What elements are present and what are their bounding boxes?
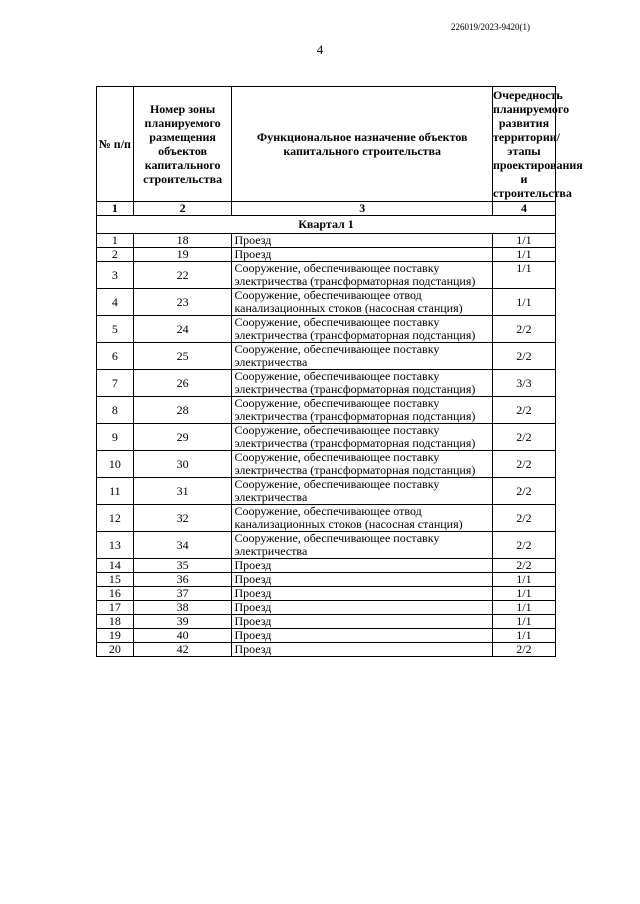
row-number: 3 [97, 262, 134, 289]
purpose-text: Проезд [232, 248, 492, 262]
stage-value: 3/3 [492, 370, 555, 397]
zone-number: 42 [133, 643, 232, 657]
table-row [97, 248, 556, 262]
purpose-text: Проезд [232, 234, 492, 248]
zone-number: 37 [133, 587, 232, 601]
table-row [97, 478, 556, 505]
purpose-text: Сооружение, обеспечивающее поставку электричества (трансформаторная подстанция) [232, 370, 492, 397]
stage-value: 1/1 [492, 601, 555, 615]
zone-number: 28 [133, 397, 232, 424]
row-number: 11 [97, 478, 134, 505]
purpose-text: Проезд [232, 587, 492, 601]
column-header-zone: Номер зоны планируемого размещения объектов капитального строительства [133, 87, 232, 202]
purpose-text: Сооружение, обеспечивающее поставку электричества (трансформаторная подстанция) [232, 424, 492, 451]
purpose-text: Проезд [232, 601, 492, 615]
section-row [97, 216, 556, 234]
zone-number: 36 [133, 573, 232, 587]
zone-number: 39 [133, 615, 232, 629]
stage-value: 1/1 [492, 262, 555, 289]
row-number: 15 [97, 573, 134, 587]
row-number: 16 [97, 587, 134, 601]
stage-value: 2/2 [492, 559, 555, 573]
column-header-number: № п/п [97, 87, 134, 202]
table-row [97, 587, 556, 601]
row-number: 13 [97, 532, 134, 559]
stage-value: 1/1 [492, 615, 555, 629]
stage-value: 1/1 [492, 289, 555, 316]
table-row [97, 615, 556, 629]
table-row [97, 601, 556, 615]
zone-number: 18 [133, 234, 232, 248]
row-number: 1 [97, 234, 134, 248]
table-row [97, 505, 556, 532]
table-row [97, 397, 556, 424]
table-row [97, 573, 556, 587]
purpose-text: Сооружение, обеспечивающее поставку электричества (трансформаторная подстанция) [232, 316, 492, 343]
row-number: 8 [97, 397, 134, 424]
document-number: 226019/2023-9420(1) [451, 22, 530, 32]
row-number: 4 [97, 289, 134, 316]
purpose-text: Сооружение, обеспечивающее поставку электричества (трансформаторная подстанция) [232, 451, 492, 478]
column-number: 4 [492, 202, 555, 216]
stage-value: 2/2 [492, 643, 555, 657]
zone-number: 34 [133, 532, 232, 559]
stage-value: 2/2 [492, 478, 555, 505]
column-number: 3 [232, 202, 492, 216]
table-row [97, 532, 556, 559]
table-row [97, 370, 556, 397]
table-row [97, 316, 556, 343]
stage-value: 2/2 [492, 343, 555, 370]
purpose-text: Сооружение, обеспечивающее поставку электричества [232, 532, 492, 559]
purpose-text: Сооружение, обеспечивающее поставку электричества [232, 478, 492, 505]
stage-value: 1/1 [492, 234, 555, 248]
purpose-text: Проезд [232, 573, 492, 587]
purpose-text: Сооружение, обеспечивающее поставку электричества (трансформаторная подстанция) [232, 262, 492, 289]
zone-number: 38 [133, 601, 232, 615]
table-header-row [97, 87, 556, 202]
table-row [97, 559, 556, 573]
table-row [97, 262, 556, 289]
zones-table [96, 86, 583, 657]
row-number: 10 [97, 451, 134, 478]
stage-value: 2/2 [492, 424, 555, 451]
purpose-text: Сооружение, обеспечивающее отвод канализационных стоков (насосная станция) [232, 289, 492, 316]
zone-number: 40 [133, 629, 232, 643]
row-number: 6 [97, 343, 134, 370]
purpose-text: Сооружение, обеспечивающее поставку электричества (трансформаторная подстанция) [232, 397, 492, 424]
purpose-text: Сооружение, обеспечивающее поставку электричества [232, 343, 492, 370]
stage-value: 1/1 [492, 248, 555, 262]
column-number: 2 [133, 202, 232, 216]
zone-number: 22 [133, 262, 232, 289]
table-row [97, 643, 556, 657]
row-number: 19 [97, 629, 134, 643]
row-number: 18 [97, 615, 134, 629]
column-number: 1 [97, 202, 134, 216]
row-number: 5 [97, 316, 134, 343]
stage-value: 2/2 [492, 397, 555, 424]
row-number: 20 [97, 643, 134, 657]
zone-number: 25 [133, 343, 232, 370]
zone-number: 32 [133, 505, 232, 532]
zone-number: 26 [133, 370, 232, 397]
stage-value: 1/1 [492, 587, 555, 601]
row-number: 17 [97, 601, 134, 615]
table-row [97, 451, 556, 478]
stage-value: 1/1 [492, 573, 555, 587]
purpose-text: Проезд [232, 629, 492, 643]
stage-value: 2/2 [492, 451, 555, 478]
stage-value: 2/2 [492, 316, 555, 343]
page-number: 4 [316, 42, 324, 57]
table-row [97, 289, 556, 316]
stage-value: 2/2 [492, 505, 555, 532]
row-number: 7 [97, 370, 134, 397]
column-numbers-row [97, 202, 556, 216]
column-header-stage: Очередность планируемого развития территории/ этапы проектирования и строительства [492, 88, 583, 200]
zone-number: 23 [133, 289, 232, 316]
zone-number: 19 [133, 248, 232, 262]
zone-number: 29 [133, 424, 232, 451]
table-row [97, 234, 556, 248]
table-row [97, 424, 556, 451]
zone-number: 31 [133, 478, 232, 505]
table-row [97, 629, 556, 643]
section-title: Квартал 1 [97, 216, 556, 234]
purpose-text: Сооружение, обеспечивающее отвод канализационных стоков (насосная станция) [232, 505, 492, 532]
column-header-purpose: Функциональное назначение объектов капитального строительства [232, 87, 492, 202]
stage-value: 2/2 [492, 532, 555, 559]
row-number: 2 [97, 248, 134, 262]
purpose-text: Проезд [232, 559, 492, 573]
zone-number: 35 [133, 559, 232, 573]
zone-number: 24 [133, 316, 232, 343]
purpose-text: Проезд [232, 643, 492, 657]
row-number: 9 [97, 424, 134, 451]
table-row [97, 343, 556, 370]
row-number: 14 [97, 559, 134, 573]
purpose-text: Проезд [232, 615, 492, 629]
stage-value: 1/1 [492, 629, 555, 643]
zone-number: 30 [133, 451, 232, 478]
row-number: 12 [97, 505, 134, 532]
